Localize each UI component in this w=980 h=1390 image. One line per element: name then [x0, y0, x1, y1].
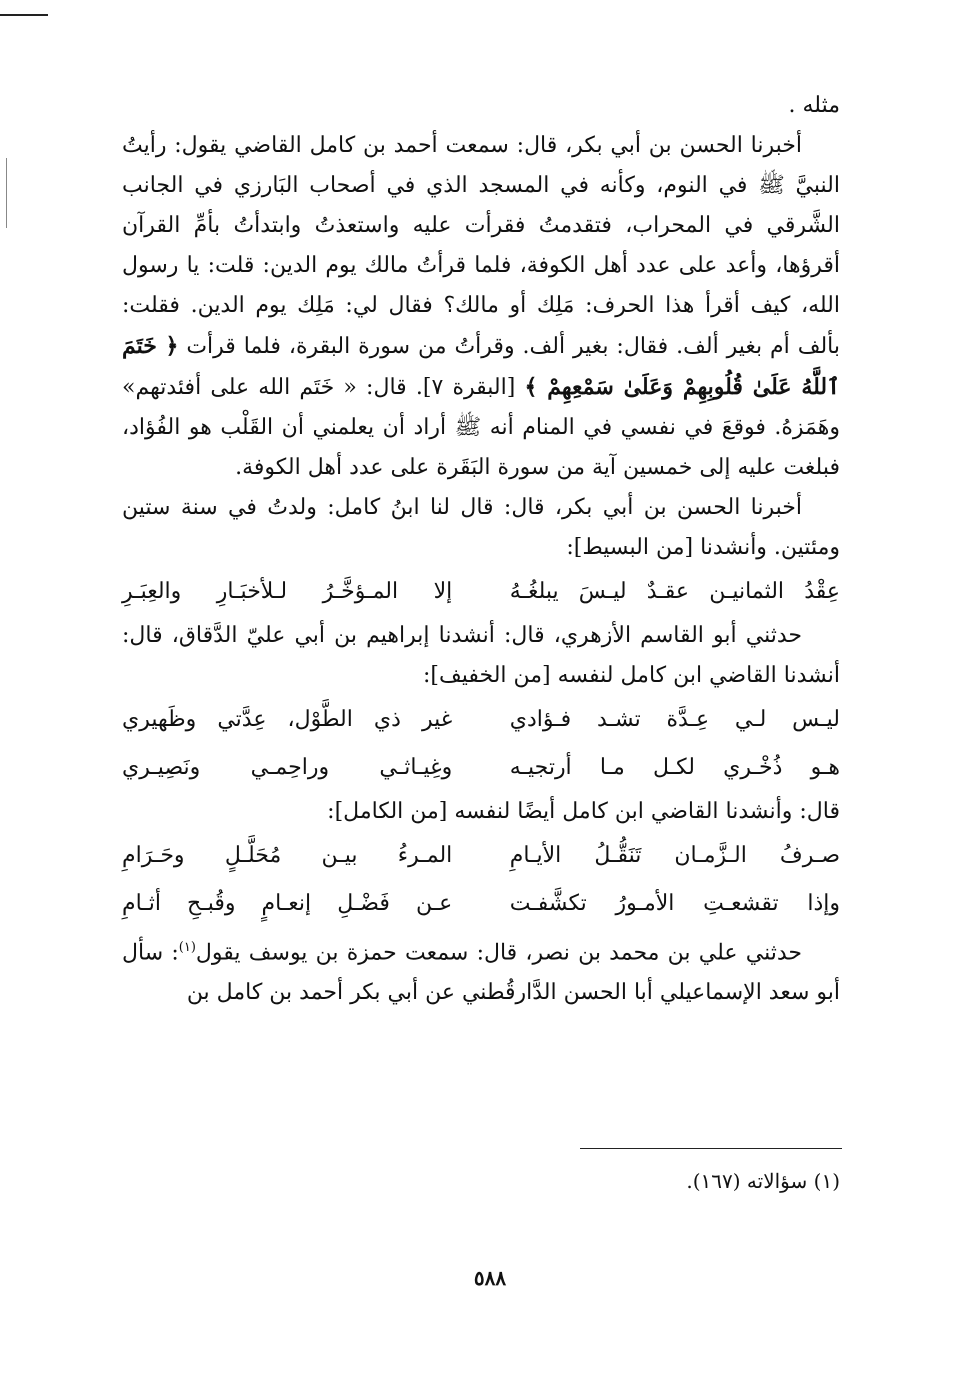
verse-2-second-hemistich: غير ذي الطَّوْل، عِدَّتي وظَهيري	[122, 707, 453, 732]
verse-5-first-hemistich: وإذا تقشعـتِ الأمـورُ تكشَّفـت	[509, 891, 840, 916]
verse-1-first-hemistich: عِقْدُ الثمانيـن عقـدٌ ليـسَ يبلغُـهُ	[509, 579, 840, 604]
paragraph-3: حدثني أبو القاسم الأزهري، قال: أنشدنا إبراهيم بن أبي عليّ الدَّقاق، قال: أنشدنا القاضي ابن كامل لنفسه [من الخفيف]:	[122, 623, 840, 688]
verse-4-second-hemistich: المـرءُ بيـن مُحَلَّـلٍ وحَـرَامِ	[122, 843, 453, 868]
verse-line-2	[122, 696, 840, 744]
verse-line-3	[122, 744, 840, 792]
corner-rule	[0, 14, 48, 16]
quran-verse: ﴿ خَتَمَ ٱللَّهُ عَلَىٰ قُلُوبِهِمْ وَعَلَىٰ سَمْعِهِمْ ﴾	[122, 333, 840, 400]
footnote-marker: (١)	[178, 940, 196, 955]
verse-1-second-hemistich: إلا المـؤخَّـرُ لـلأخبَـارِ والعِبَـرِ	[122, 579, 453, 604]
paragraph-2: أخبرنا الحسن بن أبي بكر، قال: قال لنا ابنُ كامل: ولدتُ في سنة ستين ومئتين. وأنشدنا [من البسيط]:	[122, 495, 840, 560]
verse-2-first-hemistich: ليـس لـي عِـدَّة تشـد فـؤادي	[509, 707, 840, 732]
verse-5-second-hemistich: عـن فَضْـلِ إنعـامٍ وقُبـحِ أثـامِ	[122, 891, 453, 916]
verse-line-1	[122, 568, 840, 616]
footnote: (١) سؤالاته (١٦٧).	[686, 1169, 840, 1193]
verse-3-first-hemistich: هـو ذُخْـري لكـل مـا أرتجيـه	[509, 755, 840, 780]
page-text	[122, 86, 840, 1013]
page-number: ٥٨٨	[473, 1266, 507, 1290]
footnote-separator	[580, 1148, 842, 1149]
paragraph-1-text: أخبرنا الحسن بن أبي بكر، قال: سمعت أحمد بن كامل القاضي يقول: رأيتُ النبيَّ ﷺ في النوم، وكأنه في المسجد الذي في أصحاب البَارزي في الجانب الشَّرقي في المحراب، فتقدمتُ فقرأت عليه واستعذتُ وابتدأتُ بأمِّ القرآن أقرؤها، وأعد على عدد أهل الكوفة، فلما قرأتُ مالك يوم الدين: قلت: يا رسول الله، كيف أقرأ هذا الحرف: مَلِك أو مالك؟ فقال لي: مَلِك يوم الدين. فقلت: بألف أم بغير ألف. فقال: بغير ألف. وقرأتُ من سورة البقرة، فلما قرأت	[122, 133, 841, 359]
paragraph-5-text: حدثني علي بن محمد بن نصر، قال: سمعت حمزة بن يوسف يقول	[195, 940, 802, 966]
paragraph-5-continuation: : سأل أبو سعد الإسماعيلي أبا الحسن الدَّارقُطني عن أبي بكر أحمد بن كامل بن	[122, 940, 840, 1006]
verse-4-first-hemistich: صـرفُ الـزَّمـان تَنَقُّـلُ الأيـامِ	[509, 843, 840, 868]
verse-line-5	[122, 880, 840, 928]
paragraph-5	[122, 928, 840, 1013]
edge-mark	[6, 158, 7, 228]
paragraph-1-continuation: [البقرة ٧]. قال: « خَتَم الله على أفئدتهم» وهَمَزهُ. فوقعَ في نفسي في المنام أنه ﷺ أراد أن يعلمني أن القَلْب هو الفُؤاد، فبلغت عليه إلى خمسين آية من سورة البَقَرة على عدد أهل الكوفة.	[122, 375, 840, 480]
paragraph-1	[122, 126, 840, 488]
paragraph-4: قال: وأنشدنا القاضي ابن كامل أيضًا لنفسه [من الكامل]:	[327, 799, 840, 824]
verse-line-4	[122, 832, 840, 880]
top-line: مثله .	[788, 93, 840, 118]
verse-3-second-hemistich: وغِيـاثـي وراحِمـي ونَصِيـري	[122, 755, 453, 780]
